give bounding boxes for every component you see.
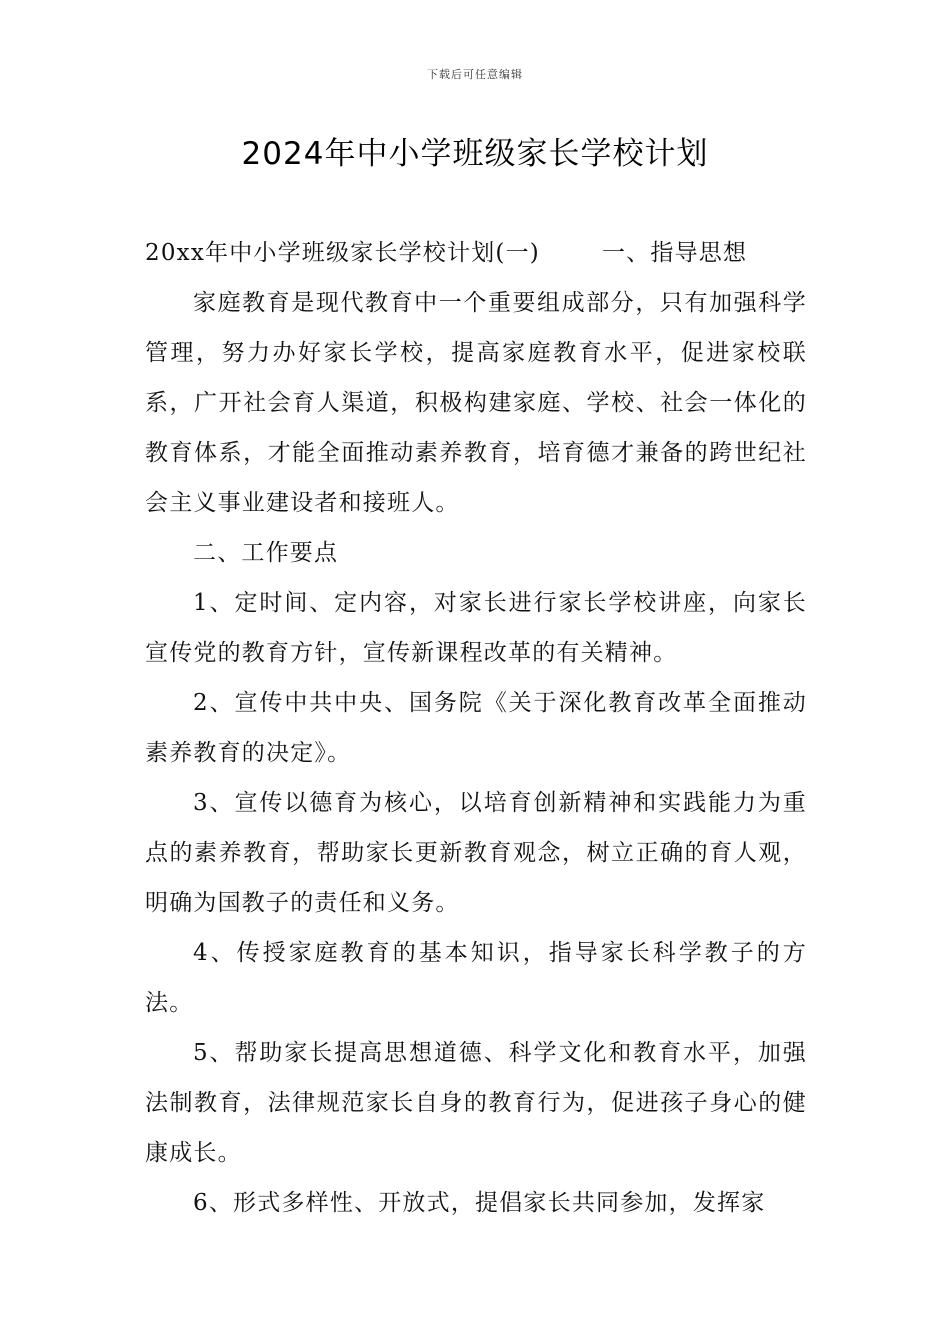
header-note: 下载后可任意编辑	[427, 68, 523, 81]
intro-line	[145, 228, 807, 278]
plan-subtitle: 20xx年中小学班级家长学校计划(一)	[145, 240, 540, 266]
work-point-1: 1、定时间、定内容，对家长进行家长学校讲座，向家长宣传党的教育方针，宣传新课程改革的有关精神。	[145, 590, 807, 666]
document-title: 2024年中小学班级家长学校计划	[241, 136, 709, 172]
work-point-2: 2、宣传中共中央、国务院《关于深化教育改革全面推动素养教育的决定》。	[145, 690, 807, 766]
work-point-6: 6、形式多样性、开放式，提倡家长共同参加，发挥家	[193, 1190, 766, 1216]
work-point-4: 4、传授家庭教育的基本知识，指导家长科学教子的方法。	[145, 940, 807, 1016]
paragraph-guiding-thought: 家庭教育是现代教育中一个重要组成部分，只有加强科学管理，努力办好家长学校，提高家庭教育水平，促进家校联系，广开社会育人渠道，积极构建家庭、学校、社会一体化的教育体系，才能全面推动素养教育，培育德才兼备的跨世纪社会主义事业建设者和接班人。	[145, 290, 807, 516]
document-body	[145, 228, 807, 1228]
section-heading-guiding-thought: 一、指导思想	[601, 240, 748, 266]
work-point-5: 5、帮助家长提高思想道德、科学文化和教育水平，加强法制教育，法律规范家长自身的教育行为，促进孩子身心的健康成长。	[145, 1040, 807, 1166]
section-heading-work-points: 二、工作要点	[193, 540, 339, 566]
work-point-3: 3、宣传以德育为核心，以培育创新精神和实践能力为重点的素养教育，帮助家长更新教育观念，树立正确的育人观，明确为国教子的责任和义务。	[145, 790, 807, 916]
